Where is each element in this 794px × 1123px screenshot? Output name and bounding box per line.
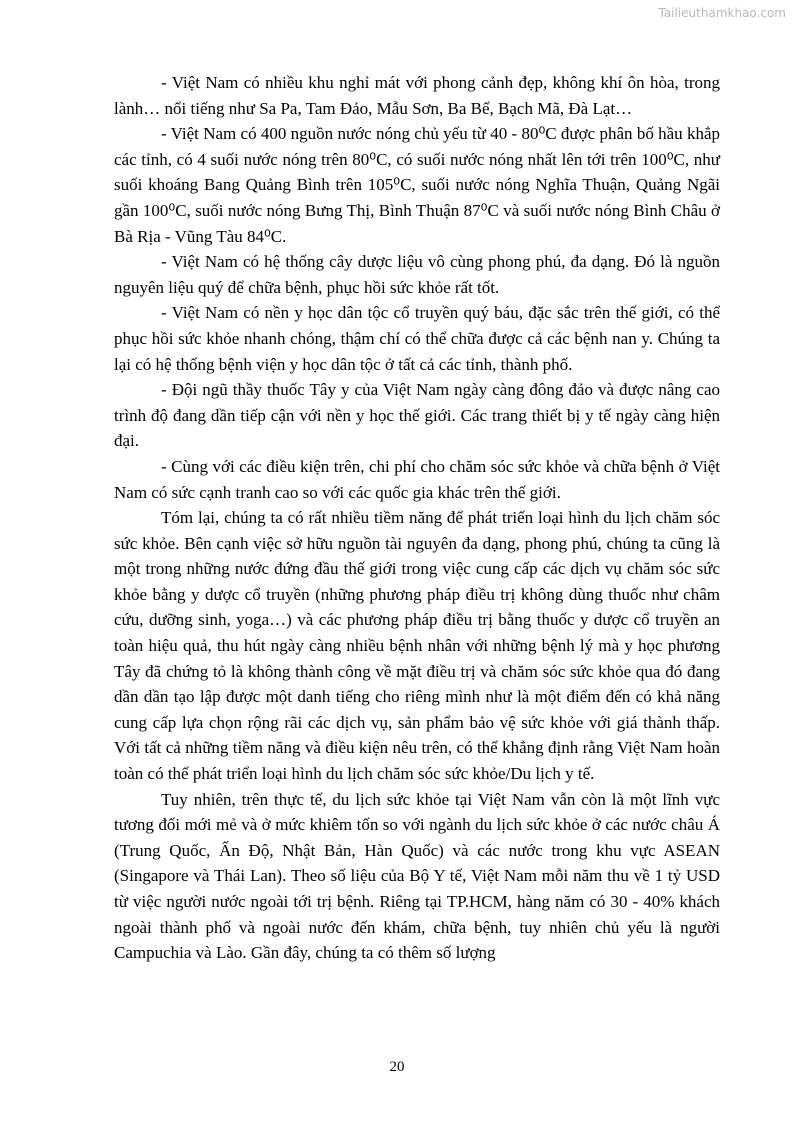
paragraph-hot-springs: - Việt Nam có 400 nguồn nước nóng chủ yếu từ 40 - 80⁰C được phân bố hầu khắp các tỉnh, có 4 suối nước nóng trên 80⁰C, có suối nước nóng nhất lên tới trên 100⁰C, như suối khoáng Bang Quảng Bình trên 105⁰C, suối nước nóng Nghĩa Thuận, Quảng Ngãi gần 100⁰C, suối nước nóng Bưng Thị, Bình Thuận 87⁰C và suối nước nóng Bình Châu ở Bà Rịa - Vũng Tàu 84⁰C. [114, 124, 720, 246]
paragraph-reality: Tuy nhiên, trên thực tế, du lịch sức khỏe tại Việt Nam vẫn còn là một lĩnh vực tương đối mới mẻ và ở mức khiêm tốn so với ngành du lịch sức khỏe ở các nước châu Á (Trung Quốc, Ấn Độ, Nhật Bản, Hàn Quốc) và các nước trong khu vực ASEAN (Singapore và Thái Lan). Theo số liệu của Bộ Y tế, Việt Nam mỗi năm thu về 1 tỷ USD từ việc người nước ngoài tới trị bệnh. Riêng tại TP.HCM, hàng năm có 30 - 40% khách ngoài thành phố và ngoài nước đến khám, chữa bệnh, tuy nhiên chủ yếu là người Campuchia và Lào. Gần đây, chúng ta có thêm số lượng [114, 789, 720, 963]
paragraph-western-doctors: - Đội ngũ thầy thuốc Tây y của Việt Nam ngày càng đông đảo và được nâng cao trình độ đang dần tiếp cận với nền y học thế giới. Các trang thiết bị y tế ngày càng hiện đại. [114, 380, 720, 451]
paragraph-traditional-medicine: - Việt Nam có nền y học dân tộc cổ truyền quý báu, đặc sắc trên thế giới, có thể phục hồi sức khỏe nhanh chóng, thậm chí có thể chữa được cả các bệnh nan y. Chúng ta lại có hệ thống bệnh viện y học dân tộc ở tất cả các tỉnh, thành phố. [114, 303, 720, 374]
paragraph-summary: Tóm lại, chúng ta có rất nhiều tiềm năng để phát triển loại hình du lịch chăm sóc sức khỏe. Bên cạnh việc sở hữu nguồn tài nguyên đa dạng, phong phú, chúng ta cũng là một trong những nước đứng đầu thế giới trong việc cung cấp các dịch vụ chăm sóc sức khỏe bằng y dược cổ truyền (những phương pháp điều trị không dùng thuốc như châm cứu, dưỡng sinh, yoga…) và các phương pháp điều trị bằng thuốc y dược cổ truyền an toàn hiệu quả, thu hút ngày càng nhiều bệnh nhân với những bệnh lý mà y học phương Tây đã chứng tỏ là không thành công về mặt điều trị và chăm sóc sức khỏe qua đó đang dần dần tạo lập được một danh tiếng cho riêng mình như là một điểm đến có khả năng cung cấp lựa chọn rộng rãi các dịch vụ, sản phẩm bảo vệ sức khỏe với giá thành thấp. Với tất cả những tiềm năng và điều kiện nêu trên, có thể khẳng định rằng Việt Nam hoàn toàn có thể phát triển loại hình du lịch chăm sóc sức khỏe/Du lịch y tế. [114, 508, 720, 784]
paragraph-costs: - Cùng với các điều kiện trên, chi phí cho chăm sóc sức khỏe và chữa bệnh ở Việt Nam có sức cạnh tranh cao so với các quốc gia khác trên thế giới. [114, 456, 720, 502]
paragraph-resorts: - Việt Nam có nhiều khu nghỉ mát với phong cảnh đẹp, không khí ôn hòa, trong lành… nổi tiếng như Sa Pa, Tam Đảo, Mẫu Sơn, Ba Bể, Bạch Mã, Đà Lạt… [114, 73, 720, 118]
watermark: Tailieuthamkhao.com [658, 6, 786, 20]
paragraph-medicinal-plants: - Việt Nam có hệ thống cây dược liệu vô cùng phong phú, đa dạng. Đó là nguồn nguyên liệu quý để chữa bệnh, phục hồi sức khỏe rất tốt. [114, 252, 720, 297]
page-body [114, 70, 720, 966]
page-number: 20 [389, 1059, 405, 1075]
